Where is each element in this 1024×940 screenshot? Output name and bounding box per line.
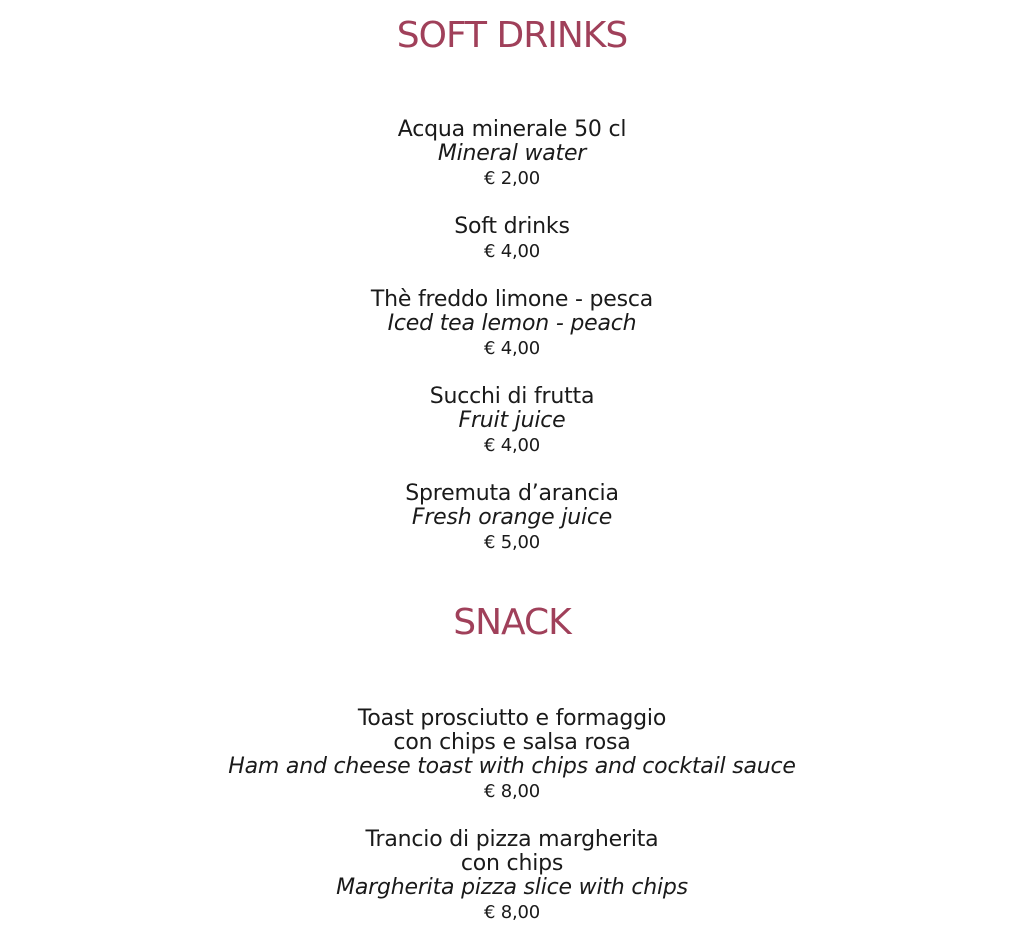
item-name-en: Ham and cheese toast with chips and cocktail sauce (228, 754, 796, 779)
item-name-it-line-2: con chips e salsa rosa (393, 730, 631, 755)
item-name-it: Succhi di frutta (429, 384, 595, 409)
item-name-it: Soft drinks (454, 214, 570, 239)
item-name-en: Iced tea lemon - peach (387, 311, 637, 336)
section-title-snack: SNACK (453, 602, 571, 643)
item-name-en: Mineral water (437, 141, 587, 166)
item-price: € 4,00 (483, 338, 541, 359)
item-name-it: Spremuta d’arancia (405, 481, 619, 506)
item-name-it: Toast prosciutto e formaggio (357, 706, 667, 731)
menu-item-orange-juice (0, 482, 1024, 555)
item-price: € 4,00 (483, 435, 541, 456)
section-title-soft-drinks: SOFT DRINKS (396, 15, 628, 56)
item-price: € 4,00 (483, 241, 541, 262)
item-price: € 5,00 (483, 532, 541, 553)
menu-item-fruit-juice (0, 385, 1024, 458)
item-price: € 8,00 (483, 902, 541, 923)
item-name-en: Margherita pizza slice with chips (336, 875, 688, 900)
menu-item-pizza-slice (0, 828, 1024, 925)
item-price: € 2,00 (483, 168, 541, 189)
menu-item-soft-drinks (0, 215, 1024, 264)
item-name-it: Thè freddo limone - pesca (370, 287, 654, 312)
menu-item-iced-tea (0, 288, 1024, 361)
item-name-en: Fruit juice (458, 408, 566, 433)
item-name-it: Acqua minerale 50 cl (397, 117, 627, 142)
item-name-it: Trancio di pizza margherita (365, 827, 659, 852)
item-price: € 8,00 (483, 781, 541, 802)
menu-item-mineral-water (0, 118, 1024, 191)
item-name-it-line-2: con chips (460, 851, 564, 876)
menu-item-ham-cheese-toast (0, 707, 1024, 804)
item-name-en: Fresh orange juice (411, 505, 613, 530)
